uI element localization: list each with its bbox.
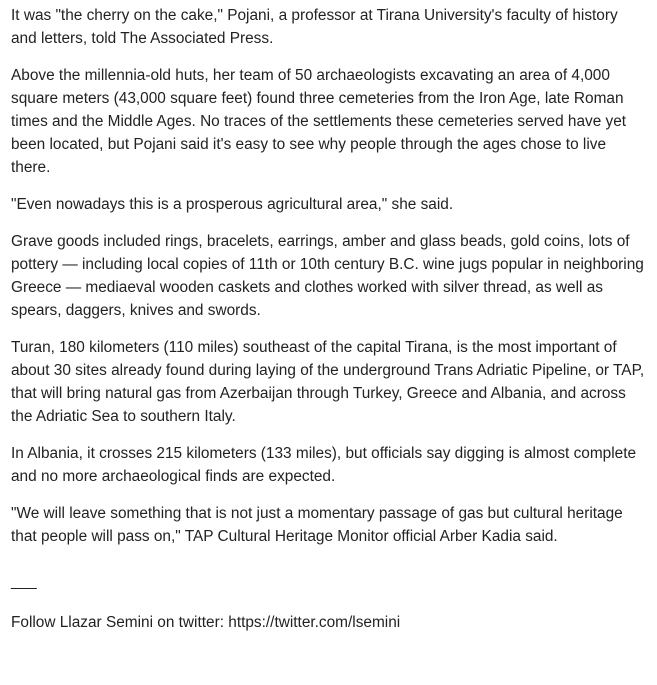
paragraph-turan-pipeline: Turan, 180 kilometers (110 miles) southeast of the capital Tirana, is the most important of about 30 sites already found during laying of the underground Trans Adriatic Pipeline, or TAP, that will bring natural gas from Azerbaijan through Turkey, Greece and Albania, and across the Adriatic Sea to southern Italy.	[11, 339, 645, 425]
paragraph-grave-goods: Grave goods included rings, bracelets, earrings, amber and glass beads, gold coins, lots of pottery — including local copies of 11th or 10th century B.C. wine jugs popular in neighboring Greece — mediaeval wooden caskets and clothes worked with silver thread, as well as spears, daggers, knives and swords.	[11, 233, 644, 319]
paragraph-heritage-quote: "We will leave something that is not just a momentary passage of gas but cultural heritage that people will pass on," TAP Cultural Heritage Monitor official Arber Kadia said.	[11, 505, 623, 545]
paragraph-cherry-quote: It was "the cherry on the cake," Pojani, a professor at Tirana University's faculty of history and letters, told The Associated Press.	[11, 7, 618, 47]
follow-line: Follow Llazar Semini on twitter: https://twitter.com/lsemini	[11, 614, 401, 631]
article-separator: ___	[11, 573, 37, 590]
paragraph-agricultural-quote: "Even nowadays this is a prosperous agricultural area," she said.	[11, 196, 454, 213]
paragraph-albania-digging: In Albania, it crosses 215 kilometers (133 miles), but officials say digging is almost complete and no more archaeological finds are expected.	[11, 445, 637, 485]
paragraph-cemeteries: Above the millennia-old huts, her team of 50 archaeologists excavating an area of 4,000 square meters (43,000 square feet) found three cemeteries from the Iron Age, late Roman times and the Middle Ages. No traces of the settlements these cemeteries served have yet been located, but Pojani said it's easy to see why people through the ages chose to live there.	[11, 67, 627, 176]
